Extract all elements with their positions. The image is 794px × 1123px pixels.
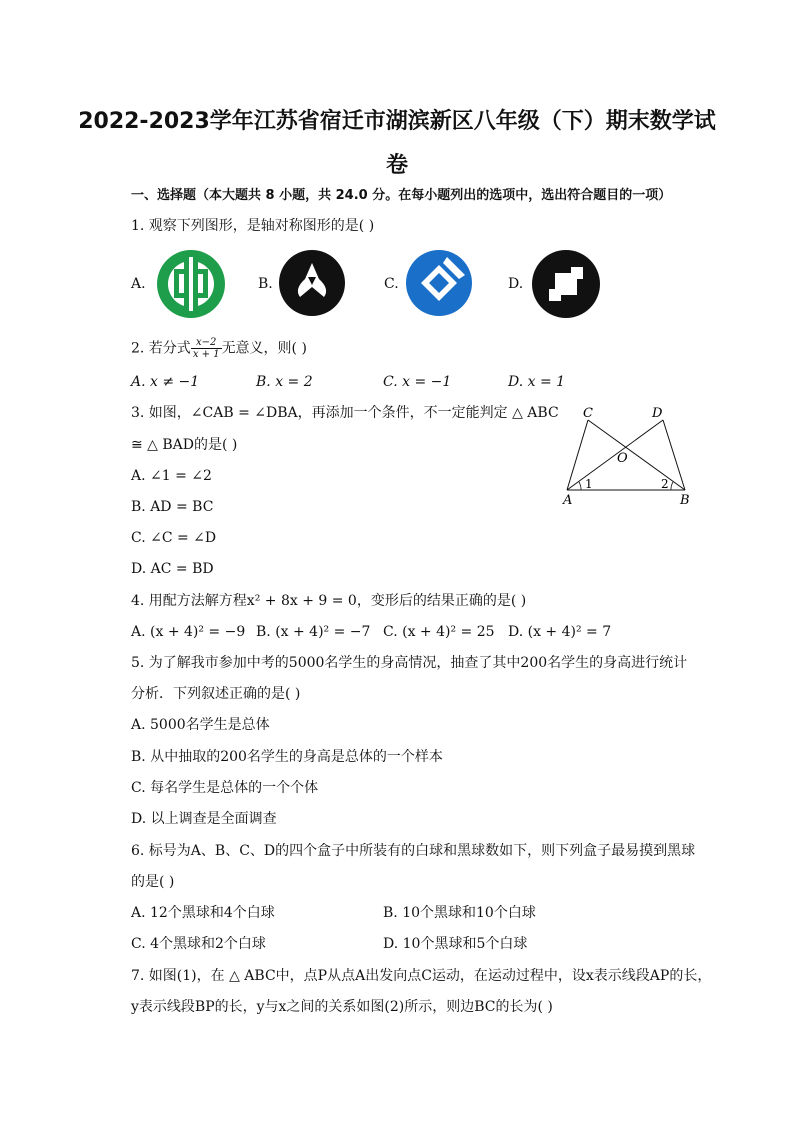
q4-option-d: D. (x + 4)² = 7 [508,624,612,640]
q6-option-d: D. 10个黑球和5个白球 [383,936,528,952]
tri-swirl-logo-icon [278,249,346,317]
q4-option-c: C. (x + 4)² = 25 [383,624,495,640]
q6-option-c: C. 4个黑球和2个白球 [131,936,266,952]
q6-option-a: A. 12个黑球和4个白球 [131,905,275,921]
page-title: 2022-2023学年江苏省宿迁市湖滨新区八年级（下）期末数学试 [78,109,716,134]
label-o: O [617,451,628,466]
question-3-line2: ≅ △ BAD的是( ) [131,437,238,453]
q2-option-d: D. x = 1 [508,374,566,390]
label-a: A [563,493,573,508]
ccb-logo-icon [405,249,473,317]
q5-option-a: A. 5000名学生是总体 [131,717,270,733]
q6-option-b: B. 10个黑球和10个白球 [383,905,536,921]
q4-option-b: B. (x + 4)² = −7 [256,624,371,640]
q2-option-c: C. x = −1 [383,374,452,390]
q1-option-c: C. [384,276,399,292]
question-7-line2: y表示线段BP的长，y与x之间的关系如图(2)所示，则边BC的长为( ) [131,999,553,1015]
question-5-line2: 分析．下列叙述正确的是( ) [131,686,301,702]
q2-fraction [191,337,222,360]
question-6-line1: 6. 标号为A、B、C、D的四个盒子中所装有的白球和黑球数如下，则下列盒子最易摸到黑球 [131,843,696,859]
q3-option-a: A. ∠1 = ∠2 [131,468,212,484]
label-d: D [652,406,663,421]
q3-geometry-figure [555,402,700,510]
q3-option-c: C. ∠C = ∠D [131,530,217,546]
q2-prefix: 2. 若分式 [131,340,191,357]
section-heading: 一、选择题（本大题共 8 小题，共 24.0 分。在每小题列出的选项中，选出符合题目的一项） [131,188,672,203]
q2-option-a: A. x ≠ −1 [131,374,200,390]
q2-frac-num: x−2 [191,337,222,349]
label-b: B [680,493,690,508]
q2-option-b: B. x = 2 [256,374,313,390]
q2-frac-den: x + 1 [192,349,220,360]
square-frame-logo-icon [531,249,601,319]
question-6-line2: 的是( ) [131,874,175,890]
label-c: C [583,406,593,421]
q5-option-c: C. 每名学生是总体的一个个体 [131,780,319,796]
q1-option-a: A. [131,276,146,292]
q5-option-d: D. 以上调查是全面调查 [131,811,277,827]
q5-option-b: B. 从中抽取的200名学生的身高是总体的一个样本 [131,749,443,765]
question-2 [131,337,307,360]
abc-bank-logo-icon [154,249,228,319]
question-3-line1: 3. 如图，∠CAB = ∠DBA，再添加一个条件，不一定能判定 △ ABC [131,405,559,421]
question-4: 4. 用配方法解方程x² + 8x + 9 = 0，变形后的结果正确的是( ) [131,593,527,609]
q3-option-b: B. AD = BC [131,499,214,515]
page-title-cont: 卷 [385,153,408,178]
label-angle-2: 2 [661,477,669,491]
label-angle-1: 1 [585,477,593,491]
question-1: 1. 观察下列图形，是轴对称图形的是( ) [131,218,375,234]
q2-suffix: 无意义，则( ) [221,340,307,357]
question-7-line1: 7. 如图(1)，在 △ ABC中，点P从点A出发向点C运动，在运动过程中，设x表示线段AP的长， [131,968,712,984]
question-5-line1: 5. 为了解我市参加中考的5000名学生的身高情况，抽查了其中200名学生的身高进行统计 [131,655,688,671]
q1-option-d: D. [508,276,524,292]
q3-option-d: D. AC = BD [131,561,214,577]
q4-option-a: A. (x + 4)² = −9 [131,624,246,640]
q1-option-b: B. [258,276,273,292]
